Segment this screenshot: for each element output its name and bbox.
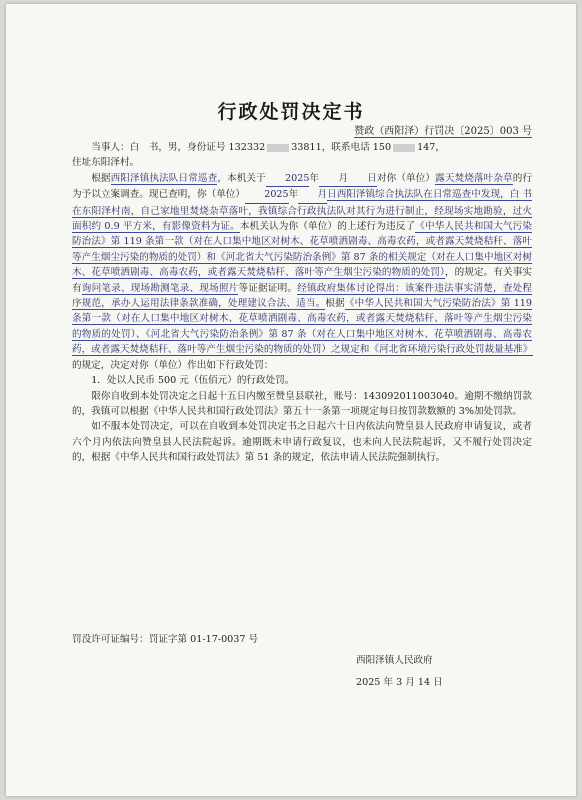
text-segment: 年 — [309, 172, 320, 184]
party-label: 当事人： — [91, 142, 130, 153]
text-segment: 本机关认为你（单位）的上述行为违反了 — [239, 221, 416, 233]
document-title: 行政处罚决定书 — [217, 101, 365, 123]
party-id-tail: 33811 — [291, 142, 322, 153]
text-segment: 的规定，决定对你（单位）作出如下行政处罚： — [72, 359, 274, 371]
paragraph-facts — [72, 171, 532, 373]
issue-date: 2025 年 3 月 14 日 — [356, 677, 443, 688]
case-source: 西阳泽镇执法队日常巡查 — [110, 172, 218, 184]
case-month: 月 — [319, 171, 348, 187]
violated-law: 《中华人民共和国大气污染防治法》第 119 条第一款（对在人口集中地区对树木、花草喷洒剧毒、高毒农药，或者露天焚烧秸秆、落叶等产生烟尘污染的物质的处罚）和《河北省大气污染防治条例》第 87 条的相关规定（对在人口集中地区对树木、花草喷洒剧毒、高毒农药，或者露天焚烧秸秆、落叶等产生烟尘污染的物质的处罚） — [72, 221, 533, 279]
fact-month: 月 — [298, 187, 327, 203]
penalty-item: 1．处以人民币 500 元（伍佰元）的行政处罚。 — [91, 375, 295, 387]
party-address: 住址东阳泽村。 — [72, 157, 140, 169]
party-phone-tail: 147， — [417, 142, 445, 153]
text-segment: 对你（单位） — [376, 172, 436, 184]
party-line — [72, 140, 532, 155]
case-description: 露天焚烧落叶杂草 — [435, 172, 513, 184]
paragraph-appeal: 如不服本处罚决定，可以在自收到本处罚决定书之日起六十日内依法向赞皇县人民政府申请复议，或者六个月内依法向赞皇县人民法院起诉。逾期既未申请行政复议，也未向人民法院起诉，又不履行处罚决定的，根据《中华人民共和国行政处罚法》第 51 条的规定，依法申请人民法院强制执行。 — [72, 421, 532, 464]
text-segment: 根据 — [325, 298, 345, 310]
document-number: 赞政（西阳泽）行罚决〔2025〕003 号 — [354, 122, 532, 138]
case-day: 日 — [348, 171, 377, 187]
redaction-mark — [267, 144, 289, 152]
text-segment: 根据 — [91, 172, 111, 184]
text-segment: ，的规定。有关事实有 — [72, 267, 532, 294]
collective-discussion: 经镇政府集体讨论得出：该案件违法事实清楚，查处程序规范，承办人运用法律条款准确，处理建议合法、适当。 — [72, 282, 533, 310]
evidence: 询问笔录、现场勘测笔录、现场照片 — [81, 282, 239, 294]
text-segment: 的行为予以立案调查。现已查明，你（单位） — [72, 172, 533, 201]
document-page — [6, 4, 576, 796]
redaction-mark — [393, 144, 415, 152]
party-phone: ，联系电话 150 — [321, 142, 392, 153]
party-info: ，男，身份证号 132332 — [158, 142, 266, 153]
issuing-authority: 西阳泽镇人民政府 — [356, 655, 433, 666]
paragraph-payment: 限你自收到本处罚决定之日起十五日内缴至赞皇县联社，账号：143092011003040。逾期不缴纳罚款的，我镇可以根据《中华人民共和国行政处罚法》第五十一条第一项规定每日按罚款数额的 3%加处罚款。 — [72, 390, 532, 417]
text-segment: 年 — [288, 189, 299, 201]
party-name: 白 书 — [129, 142, 159, 153]
penalty-basis-law: 《中华人民共和国大气污染防治法》第 119 条第一款（对在人口集中地区对树木、花草喷洒剧毒、高毒农药，或者露天焚烧秸秆、落叶等产生烟尘污染的物质的处罚）、《河北省大气污染防治条例》第 87 条（对在人口集中地区对树木、花草喷洒剧毒、高毒农药，或者露天焚烧秸秆、落叶等产生烟尘污染的物质的处罚）之规定和《河北省环境污染行政处罚裁量基准》 — [72, 298, 533, 356]
permit-number: 罚没许可证编号：罚证字第 01-17-0037 号 — [72, 634, 259, 645]
text-segment: ，本机关于 — [217, 172, 266, 184]
case-year: 2025 — [266, 171, 310, 187]
text-segment: 等证据证明。 — [238, 282, 298, 294]
case-facts: 日西阳泽镇综合执法队在日常巡查中发现，白 书在东阳泽村南，自己家地里焚烧杂草落叶，我镇综合行政执法队对其行为进行制止，经现场实地勘验，过火面积约 0.9 平方米，有影像资料为证。 — [72, 189, 532, 233]
fact-year: 2025 — [245, 187, 289, 203]
document-body — [72, 140, 532, 466]
